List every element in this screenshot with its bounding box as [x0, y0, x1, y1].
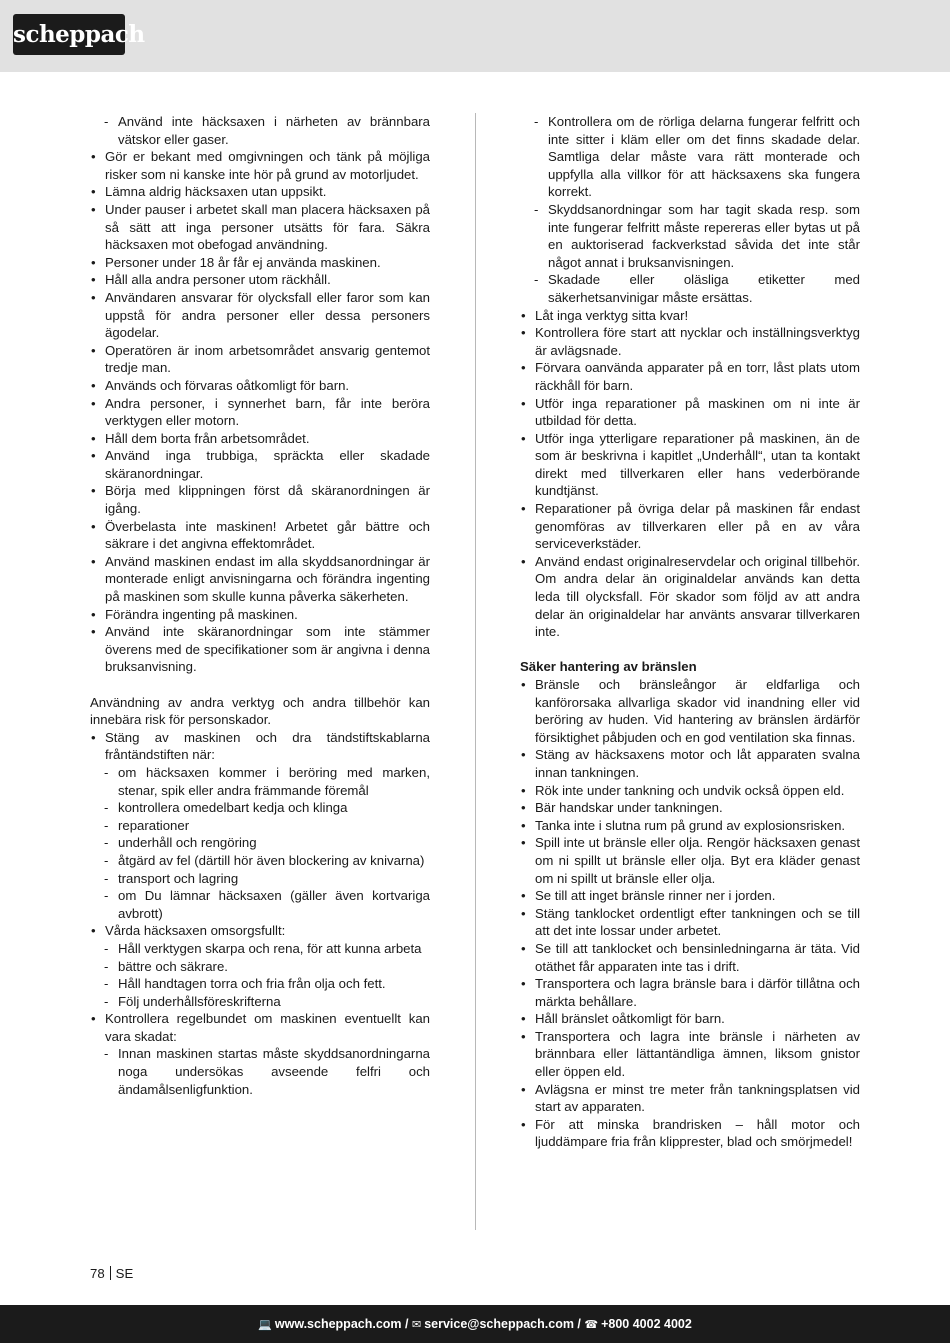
dash-sub-item: - reparationer [90, 817, 430, 835]
column-divider [475, 113, 476, 1230]
dash-sub-item: - Håll handtagen torra och fria från olja och fett. [90, 975, 430, 993]
paragraph-gap [520, 641, 860, 659]
contact-footer [0, 1305, 950, 1343]
bullet-item: • Används och förvaras oåtkomligt för barn. [90, 377, 430, 395]
page-number-separator [110, 1266, 111, 1280]
phone-number[interactable]: +800 4002 4002 [601, 1317, 692, 1331]
dash-sub-item: - Följ underhållsföreskrifterna [90, 993, 430, 1011]
text-paragraph: Användning av andra verktyg och andra tillbehör kan innebära risk för personskador. [90, 694, 430, 728]
bullet-item: • Andra personer, i synnerhet barn, får inte beröra verktygen eller motorn. [90, 395, 430, 430]
dash-sub-item: - Använd inte häcksaxen i närheten av brännbara vätskor eller gaser. [90, 113, 430, 148]
bullet-item: • Använd maskinen endast im alla skyddsanordningar är monterade enligt anvisningarna och förändra ingenting på maskinen som skulle kunna påverka säkerheten. [90, 553, 430, 606]
bullet-item: • Håll bränslet oåtkomligt för barn. [520, 1010, 860, 1028]
right-text-column [520, 113, 860, 1151]
bullet-item: • Rök inte under tankning och undvik också öppen eld. [520, 782, 860, 800]
bullet-item: • Använd inte skäranordningar som inte stämmer överens med de specifikationer som är angivna i denna bruksanvisning. [90, 623, 430, 676]
bullet-item: • För att minska brandrisken – håll motor och ljuddämpare fria från klipprester, blad och smörjmedel! [520, 1116, 860, 1151]
dash-sub-item: - kontrollera omedelbart kedja och klinga [90, 799, 430, 817]
dash-sub-item: - underhåll och rengöring [90, 834, 430, 852]
phone-icon: ☎ [584, 1318, 599, 1331]
page-number-label [90, 1265, 133, 1282]
bullet-item: • Förändra ingenting på maskinen. [90, 606, 430, 624]
language-code: SE [115, 1266, 134, 1281]
dash-sub-item: - bättre och säkrare. [90, 958, 430, 976]
bullet-item: • Personer under 18 år får ej använda maskinen. [90, 254, 430, 272]
bullet-item: • Transportera och lagra bränsle bara i därför tillåtna och märkta behållare. [520, 975, 860, 1010]
dash-sub-item: - åtgärd av fel (därtill hör även blockering av knivarna) [90, 852, 430, 870]
bullet-item: • Börja med klippningen först då skäranordningen är igång. [90, 482, 430, 517]
bullet-item: • Reparationer på övriga delar på maskinen får endast genomföras av tillverkaren eller på en av våra serviceverkstäder. [520, 500, 860, 553]
bullet-item: • Stäng av häcksaxens motor och låt apparaten svalna innan tankningen. [520, 746, 860, 781]
bullet-item: • Spill inte ut bränsle eller olja. Rengör häcksaxen genast om ni spillt ut bränsle eller olja. Byt era kläder genast om ni spillt ut bränsle eller olja. [520, 834, 860, 887]
dash-sub-item: - Skyddsanordningar som har tagit skada resp. som inte fungerar felfritt måste repereras eller bytas ut på en auktoriserad fackverkstad såvida det inte står något annat i bruksanvisningen. [520, 201, 860, 271]
bullet-item: • Låt inga verktyg sitta kvar! [520, 307, 860, 325]
left-text-column [90, 113, 430, 1098]
bullet-item: • Avlägsna er minst tre meter från tankningsplatsen vid start av apparaten. [520, 1081, 860, 1116]
bullet-item: • Förvara oanvända apparater på en torr, låst plats utom räckhåll för barn. [520, 359, 860, 394]
paragraph-gap [90, 676, 430, 694]
dash-sub-item: - Kontrollera om de rörliga delarna fungerar felfritt och inte sitter i kläm eller om det finns skadade delar. Samtliga delar måste vara rätt monterade och uppfylla alla villkor för att häcksaxens ska fungera korrekt. [520, 113, 860, 201]
bullet-item: • Kontrollera före start att nycklar och inställningsverktyg är avlägsnade. [520, 324, 860, 359]
bullet-item: • Se till att tanklocket och bensinledningarna är täta. Vid otäthet får apparaten inte tas i drift. [520, 940, 860, 975]
dash-sub-item: - om Du lämnar häcksaxen (gäller även kortvariga avbrott) [90, 887, 430, 922]
bullet-item: • Bär handskar under tankningen. [520, 799, 860, 817]
brand-logo: scheppach [13, 14, 125, 55]
bullet-item: • Användaren ansvarar för olycksfall eller faror som kan uppstå för andra personer eller dessa personers ägodelar. [90, 289, 430, 342]
dash-sub-item: - transport och lagring [90, 870, 430, 888]
dash-sub-item: - Håll verktygen skarpa och rena, för att kunna arbeta [90, 940, 430, 958]
email-link[interactable]: service@scheppach.com / [424, 1317, 581, 1331]
bullet-item: • Håll alla andra personer utom räckhåll. [90, 271, 430, 289]
website-link[interactable]: www.scheppach.com / [274, 1317, 409, 1331]
bullet-item: • Stäng av maskinen och dra tändstiftskablarna fråntändstiften när: [90, 729, 430, 764]
dash-sub-item: - Innan maskinen startas måste skyddsanordningarna noga undersökas avseende felfri och ändamålsenligfunktion. [90, 1045, 430, 1098]
bullet-item: • Överbelasta inte maskinen! Arbetet går bättre och säkrare i det angivna effektområdet. [90, 518, 430, 553]
bullet-item: • Använd inga trubbiga, spräckta eller skadade skäranordningar. [90, 447, 430, 482]
dash-sub-item: - Skadade eller oläsliga etiketter med säkerhetsanvinigar måste ersättas. [520, 271, 860, 306]
bullet-item: • Lämna aldrig häcksaxen utan uppsikt. [90, 183, 430, 201]
bullet-item: • Utför inga ytterligare reparationer på maskinen, än de som är beskrivna i kapitlet „Underhåll“, utan ta kontakt direkt med tillverkaren eller hans vederbörande kundtjänst. [520, 430, 860, 500]
bullet-item: • Använd endast originalreservdelar och original tillbehör. Om andra delar än originaldelar används kan detta leda till olycksfall. För skador som följd av att andra delar än originaldelar har använts ansvarar tillverkaren inte. [520, 553, 860, 641]
bullet-item: • Gör er bekant med omgivningen och tänk på möjliga risker som ni kanske inte hör på grund av motorljudet. [90, 148, 430, 183]
bullet-item: • Se till att inget bränsle rinner ner i jorden. [520, 887, 860, 905]
mail-icon: ✉ [411, 1318, 422, 1331]
computer-icon: 💻 [258, 1318, 272, 1331]
bullet-item: • Operatören är inom arbetsområdet ansvarig gentemot tredje man. [90, 342, 430, 377]
page-header [0, 0, 950, 72]
bullet-item: • Kontrollera regelbundet om maskinen eventuellt kan vara skadat: [90, 1010, 430, 1045]
bullet-item: • Transportera och lagra inte bränsle i närheten av brännbara eller lättantändliga ämnen, liksom gnistor eller öppen eld. [520, 1028, 860, 1081]
section-heading: Säker hantering av bränslen [520, 659, 697, 675]
page-number: 78 [90, 1266, 105, 1281]
dash-sub-item: - om häcksaxen kommer i beröring med marken, stenar, spik eller andra främmande föremål [90, 764, 430, 799]
bullet-item: • Utför inga reparationer på maskinen om ni inte är utbildad för detta. [520, 395, 860, 430]
bullet-item: • Bränsle och bränsleångor är eldfarliga och kanförorsaka allvarliga skador vid inandning eller vid beröring av huden. Vid hantering av bränslen ärdärför försiktighet påbjuden och en god ventilation ska finnas. [520, 676, 860, 746]
bullet-item: • Vårda häcksaxen omsorgsfullt: [90, 922, 430, 940]
bullet-item: • Håll dem borta från arbetsområdet. [90, 430, 430, 448]
bullet-item: • Stäng tanklocket ordentligt efter tankningen och se till att det inte lossar under arbetet. [520, 905, 860, 940]
bullet-item: • Tanka inte i slutna rum på grund av explosionsrisken. [520, 817, 860, 835]
bullet-item: • Under pauser i arbetet skall man placera häcksaxen på så sätt att inga personer utsätts för fara. Säkra häcksaxen mot obefogad användning. [90, 201, 430, 254]
